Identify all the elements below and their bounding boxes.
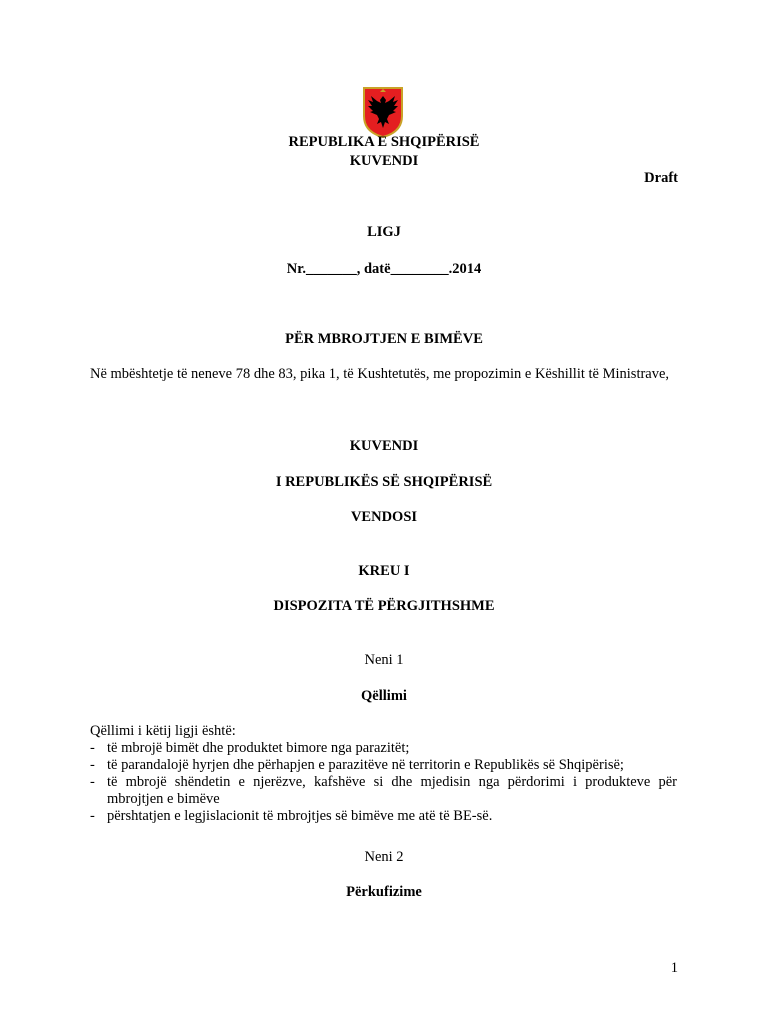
list-bullet: - — [90, 740, 95, 756]
enactment-verb: VENDOSI — [350, 509, 418, 525]
list-bullet: - — [90, 774, 95, 790]
article-1-label: Neni 1 — [364, 652, 404, 668]
article-1-body — [90, 723, 677, 825]
albania-coat-of-arms-icon — [362, 86, 404, 138]
list-item-text: të mbrojë shëndetin e njerëzve, kafshëve si dhe mjedisin nga përdorimi i produkteve për mbrojtjen e bimëve — [107, 774, 677, 807]
header-republic: REPUBLIKA E SHQIPËRISË — [288, 134, 480, 150]
list-item — [90, 757, 677, 774]
list-item-text: përshtatjen e legjislacionit të mbrojtjes së bimëve me atë të BE-së. — [107, 808, 493, 824]
chapter-label: KREU I — [358, 563, 410, 579]
chapter-title: DISPOZITA TË PËRGJITHSHME — [273, 598, 495, 614]
list-item — [90, 740, 677, 757]
list-item-text: të parandalojë hyrjen dhe përhapjen e parazitëve në territorin e Republikës së Shqipërisë; — [107, 757, 624, 773]
list-bullet: - — [90, 808, 95, 824]
enactment-body: KUVENDI — [349, 438, 419, 454]
article-1-intro: Qëllimi i këtij ligji është: — [90, 723, 236, 739]
law-number-line: Nr._______, datë________.2014 — [286, 261, 482, 277]
law-type-label: LIGJ — [367, 224, 401, 240]
list-item — [90, 774, 677, 808]
article-1-title: Qëllimi — [361, 688, 407, 704]
article-2-title: Përkufizime — [346, 884, 422, 900]
list-item-text: të mbrojë bimët dhe produktet bimore nga parazitët; — [107, 740, 410, 756]
purpose-list — [90, 740, 677, 825]
enactment-republic: I REPUBLIKËS SË SHQIPËRISË — [275, 474, 493, 490]
law-title: PËR MBROJTJEN E BIMËVE — [285, 331, 483, 347]
draft-label: Draft — [644, 170, 678, 186]
article-2-label: Neni 2 — [364, 849, 404, 865]
list-item — [90, 808, 677, 825]
header-parliament: KUVENDI — [349, 153, 419, 169]
preamble-paragraph: Në mbështetje të neneve 78 dhe 83, pika 1, të Kushtetutës, me propozimin e Këshillit të Ministrave, — [90, 366, 670, 382]
list-bullet: - — [90, 757, 95, 773]
page-number: 1 — [670, 960, 678, 976]
